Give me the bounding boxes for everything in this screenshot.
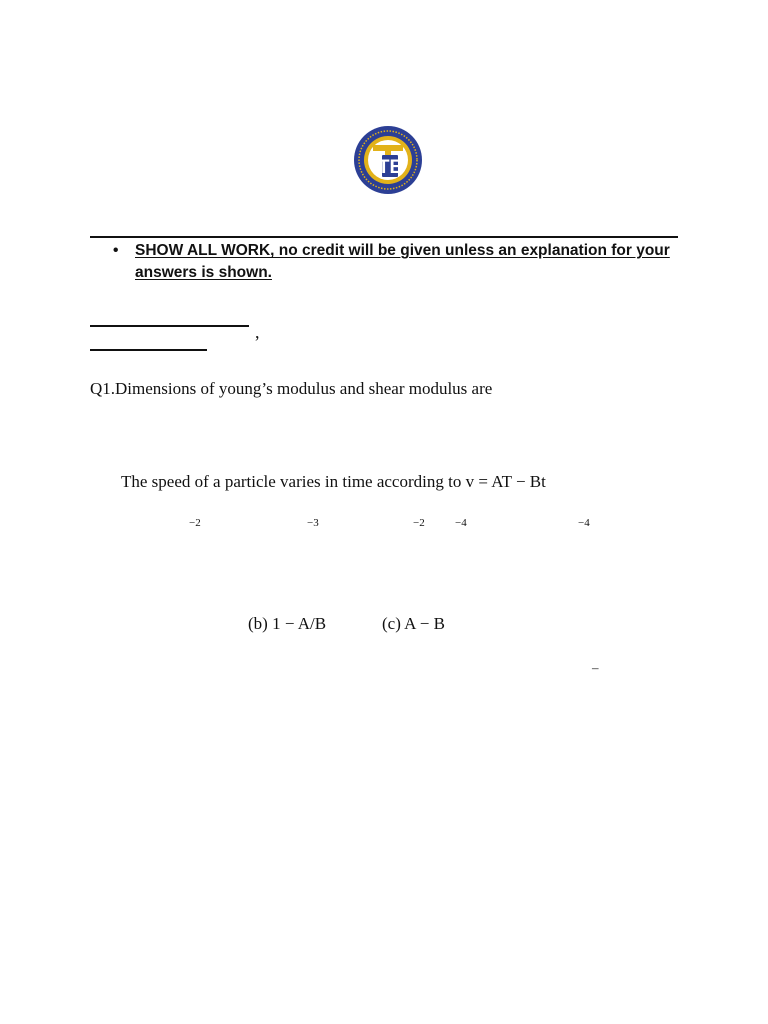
exponent-label: −4 [578, 517, 590, 529]
bullet-icon: • [113, 242, 119, 259]
exponent-label: −4 [455, 517, 467, 529]
exponent-label: −2 [189, 517, 201, 529]
instruction-text: SHOW ALL WORK, no credit will be given unless an explanation for your answers is shown. [135, 242, 670, 281]
logo-letters: TE [377, 157, 403, 178]
header-divider [90, 236, 678, 238]
question-2-stem: The speed of a particle varies in time according to v = AT − Bt [121, 472, 546, 491]
instruction-item [113, 240, 673, 284]
id-blank-line[interactable] [90, 349, 207, 351]
university-logo [353, 125, 423, 195]
logo-emblem-icon [353, 125, 423, 195]
exponent-label: −2 [413, 517, 425, 529]
name-blank-line[interactable] [90, 325, 249, 327]
exponent-label: −3 [307, 517, 319, 529]
trailing-mark: – [592, 660, 599, 675]
option-b: (b) 1 − A/B [248, 614, 327, 633]
option-c: (c) A − B [382, 614, 445, 633]
question-1: Q1.Dimensions of young’s modulus and shear modulus are [90, 379, 493, 398]
name-separator: , [255, 322, 260, 342]
